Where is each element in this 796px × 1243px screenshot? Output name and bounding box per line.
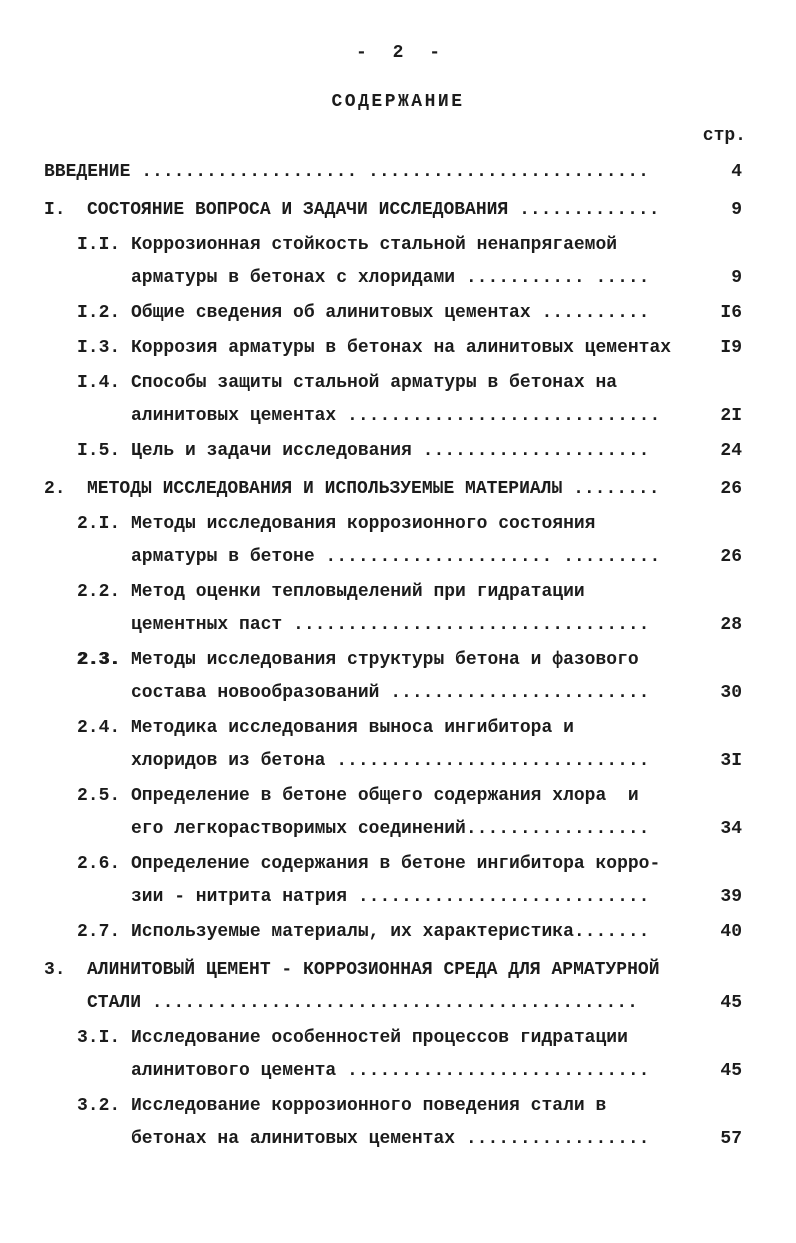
toc-entry-body [77,508,686,574]
toc-entry [0,367,796,433]
toc-entry-body [77,916,686,949]
entry-page-number: I9 [720,338,742,358]
toc-entry-body [77,297,686,330]
entry-page-number: 3I [720,751,742,771]
entry-page-number: 9 [731,268,742,288]
entry-page-number: 26 [720,547,742,567]
toc-entry-body [77,712,686,778]
entry-line-continued: его легкорастворимых соединений................. [131,819,650,839]
toc-entry [0,435,796,468]
entry-number: 3. [44,960,66,980]
entry-text: Определение в бетоне общего содержания хлора и [131,786,639,806]
toc-entry [0,780,796,846]
entry-line-continued: цементных паст ................................. [131,615,650,635]
entry-text: Исследование коррозионного поведения стали в [131,1096,607,1116]
entry-text: Методы исследования структуры бетона и фазового [131,650,639,670]
entry-line [77,297,686,330]
entry-page-number: 30 [720,683,742,703]
entry-text: МЕТОДЫ ИССЛЕДОВАНИЯ И ИСПОЛЬЗУЕМЫЕ МАТЕРИАЛЫ ........ [87,479,660,499]
entry-line [77,229,686,262]
entry-text: Коррозия арматуры в бетонах на алинитовых цементах [131,338,672,358]
entry-text: Коррозионная стойкость стальной ненапрягаемой [131,235,618,255]
page-column-header: стр. [702,126,746,146]
toc-entry [0,229,796,295]
toc-entry-body [44,473,686,506]
entry-page-number: 2I [720,406,742,426]
entry-line [77,712,686,745]
toc-entry [0,712,796,778]
table-of-contents [0,156,796,1156]
toc-entry [0,332,796,365]
entry-number: 2.3. [77,650,121,670]
entry-line: ВВЕДЕНИЕ .................... .......................... [44,162,649,182]
entry-number: 2.I. [77,514,121,534]
entry-line [77,435,686,468]
entry-line-continued: СТАЛИ ............................................. [87,993,638,1013]
toc-entry-body [77,576,686,642]
toc-entry [0,954,796,1020]
entry-number: 2.7. [77,922,121,942]
toc-entry-body [77,644,686,710]
entry-text: Методика исследования выноса ингибитора и [131,718,574,738]
entry-text: Цель и задачи исследования ..................... [131,441,650,461]
toc-entry [0,1022,796,1088]
entry-text: Способы защиты стальной арматуры в бетонах на [131,373,618,393]
toc-entry-body [77,780,686,846]
toc-entry [0,156,796,189]
toc-entry [0,576,796,642]
entry-text: Методы исследования коррозионного состояния [131,514,596,534]
page-number: - 2 - [355,43,440,63]
entry-number: 2.5. [77,786,121,806]
toc-entry-body [77,435,686,468]
toc-entry [0,848,796,914]
entry-line [44,473,686,506]
entry-number: I.2. [77,303,121,323]
entry-line [77,367,686,400]
entry-number: I. [44,200,66,220]
entry-page-number: 9 [731,200,742,220]
entry-page-number: 24 [720,441,742,461]
entry-number: 2.4. [77,718,121,738]
entry-number: 2.6. [77,854,121,874]
entry-line [77,576,686,609]
entry-number: I.4. [77,373,121,393]
entry-number: 2. [44,479,66,499]
entry-line [77,1090,686,1123]
entry-text: АЛИНИТОВЫЙ ЦЕМЕНТ - КОРРОЗИОННАЯ СРЕДА ДЛЯ АРМАТУРНОЙ [87,960,660,980]
entry-line-continued: зии - нитрита натрия ........................... [131,887,650,907]
entry-number: 3.2. [77,1096,121,1116]
toc-entry-body [77,229,686,295]
entry-text: СОСТОЯНИЕ ВОПРОСА И ЗАДАЧИ ИССЛЕДОВАНИЯ ............. [87,200,660,220]
toc-entry-body [77,848,686,914]
toc-entry [0,194,796,227]
entry-text: Определение содержания в бетоне ингибитора корро- [131,854,661,874]
entry-text: Метод оценки тепловыделений при гидратации [131,582,585,602]
entry-text: Общие сведения об алинитовых цементах .......... [131,303,650,323]
toc-entry-body [44,954,686,1020]
entry-line-continued: состава новообразований ........................ [131,683,650,703]
entry-page-number: 39 [720,887,742,907]
entry-line [77,508,686,541]
entry-line-continued: алинитового цемента ............................ [131,1061,650,1081]
toc-entry-body [77,367,686,433]
entry-page-number: 45 [720,993,742,1013]
entry-line-continued: хлоридов из бетона ............................. [131,751,650,771]
entry-number: I.3. [77,338,121,358]
entry-page-number: I6 [720,303,742,323]
toc-entry-body [77,332,686,365]
entry-page-number: 28 [720,615,742,635]
page-title: СОДЕРЖАНИЕ [331,92,465,112]
entry-line [77,332,686,365]
toc-entry-body [44,194,686,227]
toc-entry-body [44,156,686,189]
entry-page-number: 34 [720,819,742,839]
toc-entry-body [77,1090,686,1156]
entry-page-number: 45 [720,1061,742,1081]
entry-line-continued: алинитовых цементах ............................. [131,406,661,426]
entry-text: Используемые материалы, их характеристика....... [131,922,650,942]
entry-line [77,1022,686,1055]
toc-entry [0,916,796,949]
entry-text: Исследование особенностей процессов гидратации [131,1028,628,1048]
entry-page-number: 26 [720,479,742,499]
toc-entry [0,473,796,506]
entry-page-number: 40 [720,922,742,942]
entry-number: I.I. [77,235,121,255]
entry-number: 3.I. [77,1028,121,1048]
entry-page-number: 57 [720,1129,742,1149]
entry-page-number: 4 [731,162,742,182]
entry-line [77,916,686,949]
toc-entry [0,508,796,574]
entry-number: 2.2. [77,582,121,602]
entry-line-continued: бетонах на алинитовых цементах ................. [131,1129,650,1149]
entry-number: I.5. [77,441,121,461]
entry-line [77,848,686,881]
toc-entry [0,644,796,710]
toc-entry [0,297,796,330]
entry-line [44,954,686,987]
entry-line-continued: арматуры в бетоне ..................... ......... [131,547,661,567]
entry-line [44,194,686,227]
entry-line-continued: арматуры в бетонах с хлоридами ........... ..... [131,268,650,288]
entry-line [77,644,686,677]
toc-entry-body [77,1022,686,1088]
entry-line [77,780,686,813]
toc-entry [0,1090,796,1156]
